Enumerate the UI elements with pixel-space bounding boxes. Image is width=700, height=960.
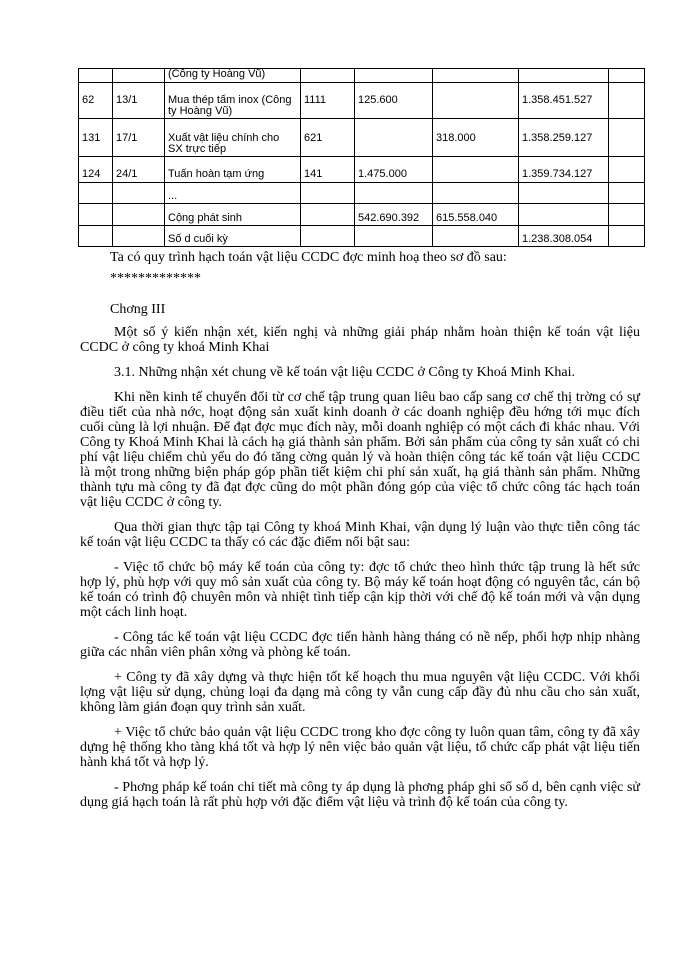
document-body (80, 250, 640, 820)
ledger-cell: 1.358.259.127 (519, 119, 609, 157)
intro-text: Ta có quy trình hạch toán vật liệu CCDC đợc minh hoạ theo sơ đồ sau: (110, 250, 507, 265)
ledger-cell: Số d cuối kỳ (165, 226, 301, 247)
ledger-cell: ... (165, 183, 301, 204)
section-heading: 3.1. Những nhận xét chung về kế toán vật liệu CCDC ở Công ty Khoá Minh Khai. (114, 365, 575, 380)
paragraph: - Việc tổ chức bộ máy kế toán của công ty: đợc tổ chức theo hình thức tập trung là hết sức hợp lý, phù hợp với quy mô sản xuất của công ty. Bộ máy kế toán hoạt động có nguyên tắc, cán bộ kế toán có trình độ chuyên môn và nhiệt tình tiếp cận kịp thời với chế độ kế toán mới và vận dụng một cách linh hoạt. (80, 560, 640, 620)
table-row (79, 183, 645, 204)
table-row (79, 69, 645, 83)
paragraph: Khi nền kinh tế chuyển đổi từ cơ chế tập trung quan liêu bao cấp sang cơ chế thị trờng có sự điều tiết của nhà nớc, hoạt động sản xuất kinh doanh ở các doanh nghiệp đều hớng tới mục đích cuối cùng là lợi nhuận. Để đạt đợc mục đích này, mỗi doanh nghiệp có một cách đi khác nhau. Với Công ty Khoá Minh Khai là cách hạ giá thành sản phẩm. Bởi sản phẩm của công ty sản xuất có chi phí vật liệu chiếm chủ yếu do đó tăng cờng quản lý và hoàn thiện công tác kế toán vật liệu CCDC là một trong những biện pháp góp phần tiết kiệm chi phí sản xuất, hạ giá thành sản phẩm. Những thành tựu mà công ty đã đạt đợc cũng do một phần đóng góp của việc tổ chức công tác hạch toán vật liệu CCDC ở công ty. (80, 390, 640, 510)
ledger-cell (519, 69, 609, 83)
ledger-cell (113, 183, 165, 204)
ledger-table (78, 68, 645, 247)
ledger-cell: 13/1 (113, 83, 165, 119)
ledger-cell: 1.475.000 (355, 157, 433, 183)
ledger-cell (433, 83, 519, 119)
ledger-cell (433, 157, 519, 183)
ledger-cell: 621 (301, 119, 355, 157)
ledger-cell: 1111 (301, 83, 355, 119)
ledger-cell: Mua thép tấm inox (Công ty Hoàng Vũ) (165, 83, 301, 119)
ledger-cell (355, 183, 433, 204)
ledger-cell (113, 226, 165, 247)
ledger-cell (79, 69, 113, 83)
ledger-cell (609, 226, 645, 247)
ledger-cell (609, 183, 645, 204)
paragraph: - Công tác kế toán vật liệu CCDC đợc tiến hành hàng tháng có nề nếp, phối hợp nhịp nhàng giữa các nhân viên phân xởng và phòng kế toán. (80, 630, 640, 660)
ledger-cell: 1.359.734.127 (519, 157, 609, 183)
ledger-cell: (Công ty Hoàng Vũ) (165, 69, 301, 83)
ledger-cell (79, 204, 113, 226)
ledger-cell (301, 69, 355, 83)
ledger-cell (355, 69, 433, 83)
ledger-cell (79, 226, 113, 247)
table-row (79, 157, 645, 183)
ledger-cell (519, 204, 609, 226)
table-row (79, 83, 645, 119)
table-row (79, 119, 645, 157)
paragraph: - Phơng pháp kế toán chi tiết mà công ty áp dụng là phơng pháp ghi sổ số d, bên cạnh việc sử dụng giá hạch toán là rất phù hợp với đặc điểm vật liệu và trình độ kế toán của công ty. (80, 780, 640, 810)
ledger-cell: 124 (79, 157, 113, 183)
ledger-cell (301, 226, 355, 247)
ledger-cell (355, 226, 433, 247)
ledger-cell: 131 (79, 119, 113, 157)
ledger-cell: 542.690.392 (355, 204, 433, 226)
ledger-cell: 62 (79, 83, 113, 119)
ledger-cell: 141 (301, 157, 355, 183)
ledger-cell: 1.358.451.527 (519, 83, 609, 119)
ledger-cell (79, 183, 113, 204)
ledger-cell: Cộng phát sinh (165, 204, 301, 226)
ledger-cell (609, 204, 645, 226)
ledger-cell (113, 204, 165, 226)
ledger-cell (301, 183, 355, 204)
chapter-title: Một số ý kiến nhận xét, kiến nghị và những giải pháp nhằm hoàn thiện kế toán vật liệu CCDC ở công ty khoá Minh Khai (80, 325, 640, 355)
ledger-cell (609, 119, 645, 157)
ledger-cell (113, 69, 165, 83)
ledger-cell: 24/1 (113, 157, 165, 183)
ledger-cell: 1.238.308.054 (519, 226, 609, 247)
ledger-cell (301, 204, 355, 226)
ledger-cell: Xuất vật liệu chính cho SX trực tiếp (165, 119, 301, 157)
ledger-cell (433, 69, 519, 83)
ledger-cell (609, 83, 645, 119)
ledger-cell: 615.558.040 (433, 204, 519, 226)
paragraph: + Việc tổ chức bảo quản vật liệu CCDC trong kho đợc công ty luôn quan tâm, công ty đã xây dựng hệ thống kho tàng khá tốt và hợp lý nên việc bảo quản vật liệu, tổ chức cấp phát vật liệu tiến hành khá tốt và hợp lý. (80, 725, 640, 770)
table-row (79, 226, 645, 247)
ledger-cell: Tuấn hoàn tạm ứng (165, 157, 301, 183)
ledger-cell (433, 183, 519, 204)
table-row (79, 204, 645, 226)
chapter-heading: Chơng III (110, 302, 166, 317)
ledger-cell (519, 183, 609, 204)
separator-stars: ************* (110, 271, 201, 286)
ledger-cell: 17/1 (113, 119, 165, 157)
ledger-cell (433, 226, 519, 247)
ledger-cell (609, 69, 645, 83)
ledger-cell (355, 119, 433, 157)
ledger-cell (609, 157, 645, 183)
paragraph: Qua thời gian thực tập tại Công ty khoá Minh Khai, vận dụng lý luận vào thực tiễn công tác kế toán vật liệu CCDC ta thấy có các đặc điểm nổi bật sau: (80, 520, 640, 550)
paragraph: + Công ty đã xây dựng và thực hiện tốt kế hoạch thu mua nguyên vật liệu CCDC. Với khối lợng vật liệu sử dụng, chủng loại đa dạng mà công ty vẫn cung cấp đầy đủ nhu cầu cho sản xuất, không làm gián đoạn quy trình sản xuất. (80, 670, 640, 715)
ledger-cell: 125.600 (355, 83, 433, 119)
ledger-cell: 318.000 (433, 119, 519, 157)
